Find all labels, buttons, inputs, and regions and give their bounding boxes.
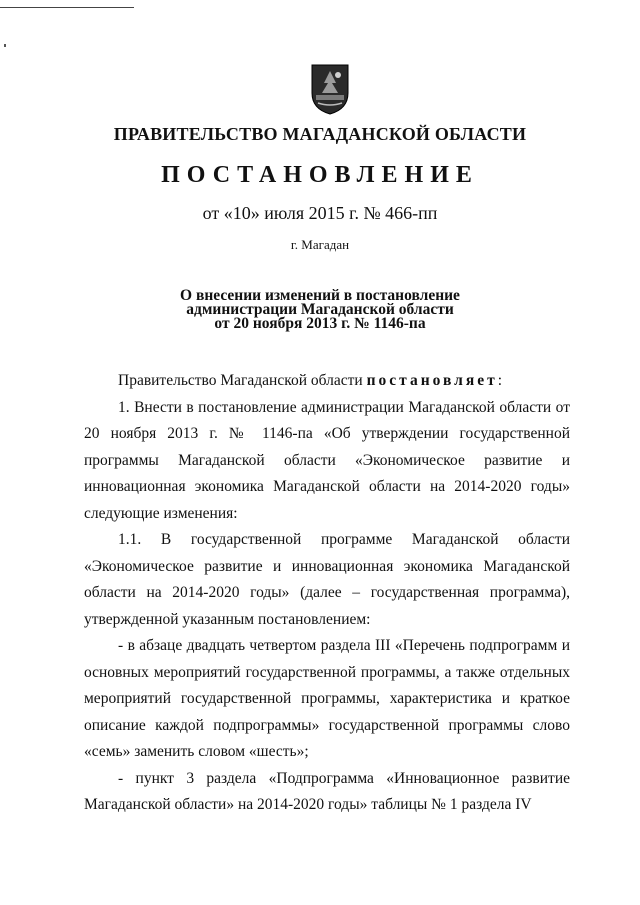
paragraph-1-1: 1.1. В государственной программе Магаданской области «Экономическое развитие и инновационная экономика Магаданской области на 2014-2020 годы» (далее – государственная программа), утвержденной указанным постановлением:	[84, 531, 570, 628]
scan-artifact-line	[0, 7, 134, 8]
intro-resolves-word: постановляет	[366, 372, 498, 389]
intro-prefix: Правительство Магаданской области	[118, 372, 367, 389]
intro-suffix: :	[497, 372, 503, 389]
document-date-number: от «10» июля 2015 г. № 466-пп	[202, 203, 438, 223]
subject-line-3: от 20 ноября 2013 г. № 1146-па	[214, 315, 426, 332]
document-city: г. Магадан	[290, 237, 350, 252]
paragraph-amendment-1: - в абзаце двадцать четвертом раздела III «Перечень подпрограмм и основных мероприятий государственной программы, а также отдельных мероприятий государственной программы, характеристика и краткое описание каждой подпрограммы» государственной программы слово «семь» заменить словом «шесть»;	[84, 637, 570, 760]
document-type-title: ПОСТАНОВЛЕНИЕ	[161, 162, 479, 188]
paragraph-1: 1. Внести в постановление администрации Магаданской области от 20 ноября 2013 г. № 1146-па «Об утверждении государственной программы Магаданской области «Экономическое развитие и инновационная экономика Магаданской области на 2014-2020 годы» следующие изменения:	[84, 398, 570, 522]
coat-of-arms-icon	[310, 63, 350, 115]
org-title: ПРАВИТЕЛЬСТВО МАГАДАНСКОЙ ОБЛАСТИ	[113, 124, 527, 144]
document-body	[84, 368, 570, 819]
scan-artifact-dot	[4, 44, 6, 47]
intro-paragraph	[84, 368, 570, 395]
paragraph-amendment-2: - пункт 3 раздела «Подпрограмма «Инновационное развитие Магаданской области» на 2014-2020 годы» таблицы № 1 раздела IV	[84, 769, 570, 813]
subject-line-1: О внесении изменений в постановление	[180, 287, 460, 304]
document-subject	[0, 289, 640, 331]
subject-line-2: администрации Магаданской области	[186, 301, 454, 318]
